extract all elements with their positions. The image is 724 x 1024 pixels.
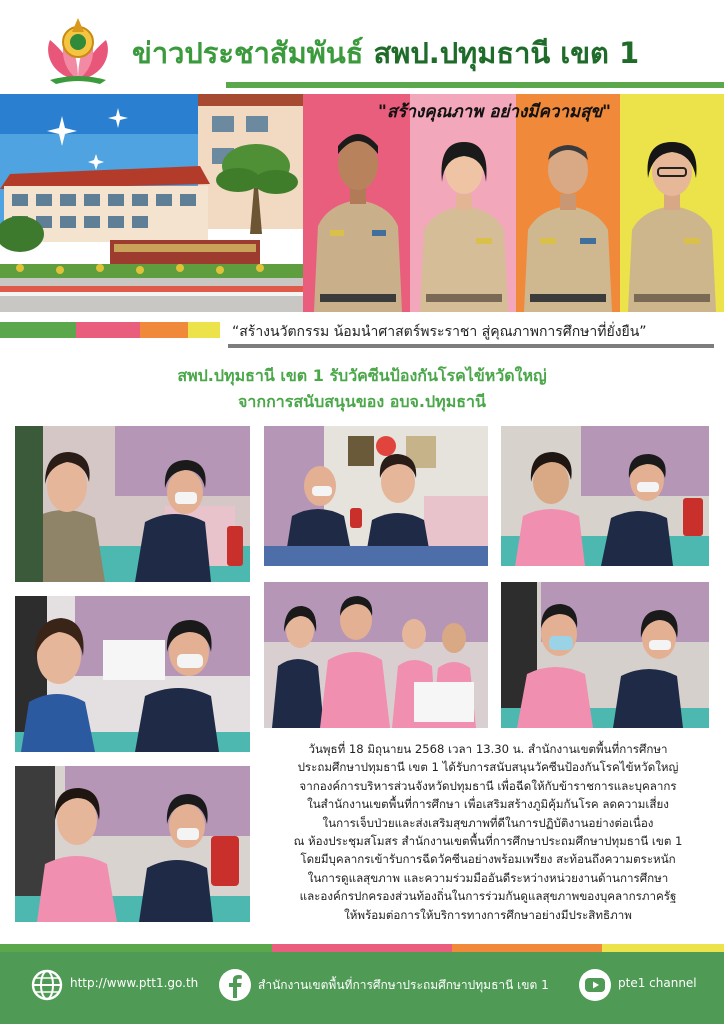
body-line: จากองค์การบริหารส่วนจังหวัดปทุมธานี เพื่อฉีดให้กับข้าราชการและบุคลากร: [299, 778, 677, 793]
body-line: ในการเจ็บป่วยและส่งเสริมสุขภาพที่ดีในการปฏิบัติงานอย่างต่อเนื่อง: [322, 815, 654, 830]
executive-portrait-4: [622, 134, 722, 312]
executive-portrait-2: [414, 134, 514, 312]
vaccination-photo-1: [15, 426, 250, 582]
motto-bar-pink: [76, 322, 140, 338]
executive-portrait-1: [308, 118, 408, 312]
footer-stripe-orange: [452, 944, 602, 952]
header-underline: [226, 82, 724, 88]
vaccination-photo-4: [15, 596, 250, 752]
youtube-channel-link[interactable]: pte1 channel: [618, 976, 697, 990]
body-line: และองค์กรปกครองส่วนท้องถิ่นในการร่วมกันดูแลสุขภาพของบุคลากรภาครัฐ: [299, 889, 677, 904]
vaccination-photo-6: [501, 582, 709, 728]
motto-bar-green: [0, 322, 76, 338]
vaccination-photo-7: [15, 766, 250, 922]
office-building-photo: [0, 94, 303, 312]
title-office-name: สพป.ปทุมธานี เขต 1: [373, 36, 640, 70]
facebook-page-link[interactable]: สำนักงานเขตพื้นที่การศึกษาประถมศึกษาปทุมธานี เขต 1: [258, 978, 549, 992]
body-line: ประถมศึกษาปทุมธานี เขต 1 ได้รับการสนับสนุนวัคซีนป้องกันโรคไข้หวัดใหญ่: [297, 760, 679, 775]
footer-stripe-pink: [272, 944, 452, 952]
facebook-icon: [218, 968, 252, 1002]
obec-logo: [40, 10, 116, 86]
vaccination-photo-5: [264, 582, 488, 728]
body-line: วันพุธที่ 18 มิถุนายน 2568 เวลา 13.30 น. สำนักงานเขตพื้นที่การศึกษา: [308, 742, 668, 756]
motto-underline: [228, 344, 714, 348]
executive-portrait-3: [518, 134, 618, 312]
page-title: [132, 30, 639, 76]
body-line: ให้พร้อมต่อการให้บริการทางการศึกษาอย่างมีประสิทธิภาพ: [344, 907, 632, 922]
globe-icon: [30, 968, 64, 1002]
vaccination-photo-3: [501, 426, 709, 566]
headline-line-1: สพป.ปทุมธานี เขต 1 รับวัคซีนป้องกันโรคไข้หวัดใหญ่: [177, 366, 547, 385]
motto-bar-orange: [140, 322, 188, 338]
motto-text: “สร้างนวัตกรรม น้อมนำศาสตร์พระราชา สู่คุณภาพการศึกษาที่ยั่งยืน”: [232, 324, 647, 340]
body-line: ในสำนักงานเขตพื้นที่การศึกษา เพื่อเสริมสร้างภูมิคุ้มกันโรค ลดความเสี่ยง: [307, 797, 669, 812]
footer-stripe-green: [0, 944, 272, 952]
website-link[interactable]: http://www.ptt1.go.th: [70, 976, 199, 990]
youtube-icon: [578, 968, 612, 1002]
body-line: ในการดูแลสุขภาพ และความร่วมมืออันดีระหว่างหน่วยงานด้านการศึกษา: [307, 870, 669, 885]
vaccination-photo-2: [264, 426, 488, 566]
headline-line-2: จากการสนับสนุนของ อบจ.ปทุมธานี: [238, 392, 486, 411]
body-line: ณ ห้องประชุมสโมสร สำนักงานเขตพื้นที่การศึกษาประถมศึกษาปทุมธานี เขต 1: [293, 834, 683, 849]
motto-bar-yellow: [188, 322, 220, 338]
banner-slogan: "สร้างคุณภาพ อย่างมีความสุข": [378, 102, 611, 122]
title-news-label: ข่าวประชาสัมพันธ์: [132, 36, 364, 70]
news-body: [272, 740, 704, 924]
body-line: โดยมีบุคลากรเข้ารับการฉีดวัคซีนอย่างพร้อมเพรียง สะท้อนถึงความตระหนัก: [300, 852, 676, 867]
footer-stripe-yellow: [602, 944, 724, 952]
